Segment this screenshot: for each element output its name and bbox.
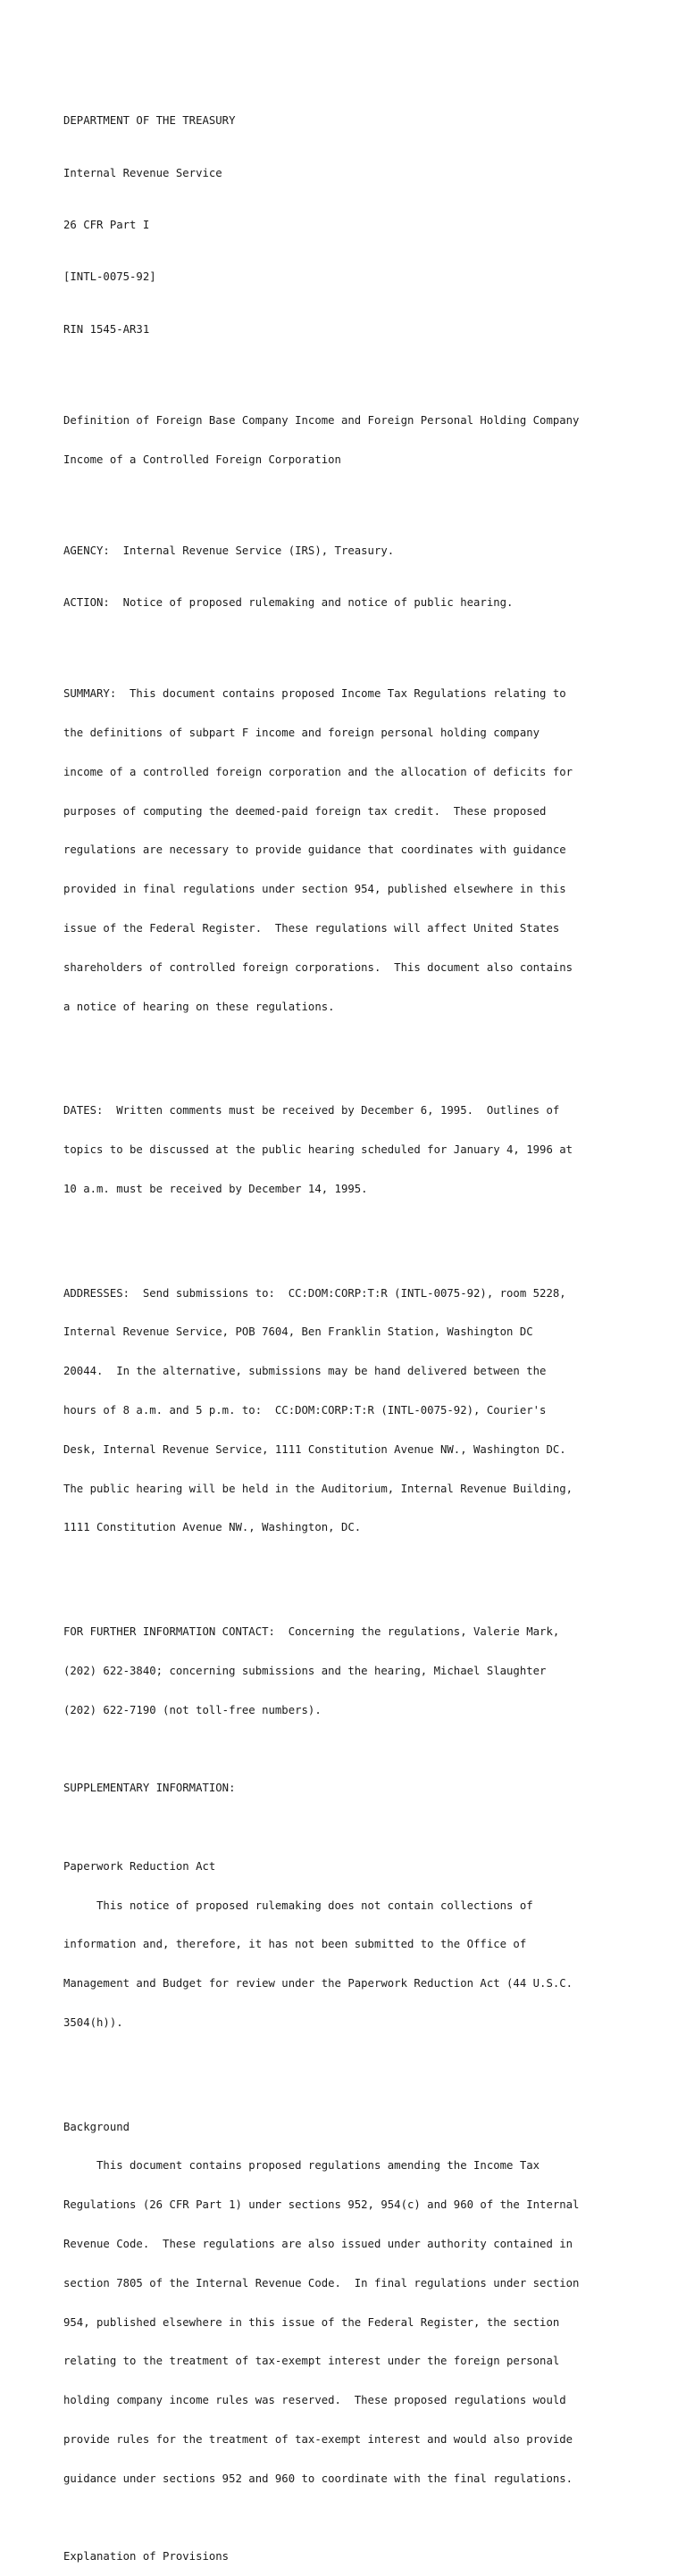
summary-line: purposes of computing the deemed-paid foreign tax credit. These proposed — [63, 804, 547, 818]
paperwork-line: Management and Budget for review under the Paperwork Reduction Act (44 U.S.C. — [63, 1977, 573, 1990]
addresses-line: hours of 8 a.m. and 5 p.m. to: CC:DOM:CORP:T:R (INTL-0075-92), Courier's — [63, 1403, 547, 1417]
explanation-heading: Explanation of Provisions — [63, 2550, 230, 2564]
addresses-line: 1111 Constitution Avenue NW., Washington, DC. — [63, 1521, 362, 1534]
dates-line: 10 a.m. must be received by December 14, 1995. — [63, 1182, 368, 1195]
background-section — [63, 2094, 653, 2511]
background-line: 954, published elsewhere in this issue of the Federal Register, the section — [63, 2315, 560, 2329]
department-heading: DEPARTMENT OF THE TREASURY — [63, 114, 236, 128]
addresses-line: Desk, Internal Revenue Service, 1111 Constitution Avenue NW., Washington DC. — [63, 1442, 566, 1456]
summary-section — [63, 661, 653, 1039]
addresses-section — [63, 1260, 653, 1560]
summary-line: shareholders of controlled foreign corporations. This document also contains — [63, 960, 573, 974]
cfr-part: 26 CFR Part I — [63, 218, 150, 231]
background-line: holding company income rules was reserved. These proposed regulations would — [63, 2394, 566, 2407]
supplementary-heading: SUPPLEMENTARY INFORMATION: — [63, 1782, 236, 1795]
service-heading: Internal Revenue Service — [63, 166, 222, 179]
summary-line: regulations are necessary to provide guidance that coordinates with guidance — [63, 843, 566, 857]
summary-line: issue of the Federal Register. These regulations will affect United States — [63, 922, 560, 935]
contact-line: (202) 622-3840; concerning submissions and the hearing, Michael Slaughter — [63, 1664, 547, 1677]
summary-line: provided in final regulations under section 954, published elsewhere in this — [63, 883, 566, 896]
summary-line: a notice of hearing on these regulations. — [63, 1000, 335, 1013]
dates-line: DATES: Written comments must be received by December 6, 1995. Outlines of — [63, 1104, 560, 1118]
background-line: provide rules for the treatment of tax-exempt interest and would also provide — [63, 2432, 573, 2446]
summary-line: the definitions of subpart F income and foreign personal holding company — [63, 727, 540, 740]
background-line: Revenue Code. These regulations are also issued under authority contained in — [63, 2237, 573, 2250]
action-line: ACTION: Notice of proposed rulemaking and notice of public hearing. — [63, 596, 514, 610]
title-line: Income of a Controlled Foreign Corporation — [63, 453, 341, 466]
contact-line: FOR FURTHER INFORMATION CONTACT: Concerning the regulations, Valerie Mark, — [63, 1625, 560, 1639]
dates-line: topics to be discussed at the public hearing scheduled for January 4, 1996 at — [63, 1143, 573, 1157]
background-line: section 7805 of the Internal Revenue Code. In final regulations under section — [63, 2276, 580, 2289]
addresses-line: 20044. In the alternative, submissions may be hand delivered between the — [63, 1365, 547, 1378]
contact-line: (202) 622-7190 (not toll-free numbers). — [63, 1703, 322, 1716]
addresses-line: The public hearing will be held in the Auditorium, Internal Revenue Building, — [63, 1482, 573, 1495]
paperwork-heading: Paperwork Reduction Act — [63, 1859, 216, 1873]
summary-line: income of a controlled foreign corporation and the allocation of deficits for — [63, 765, 573, 778]
background-line: This document contains proposed regulations amending the Income Tax — [63, 2159, 540, 2173]
background-line: relating to the treatment of tax-exempt interest under the foreign personal — [63, 2355, 560, 2368]
title-line: Definition of Foreign Base Company Income and Foreign Personal Holding Company — [63, 413, 580, 427]
addresses-line: Internal Revenue Service, POB 7604, Ben Franklin Station, Washington DC — [63, 1325, 533, 1339]
background-line: Regulations (26 CFR Part 1) under sections 952, 954(c) and 960 of the Internal — [63, 2198, 580, 2212]
paperwork-line: information and, therefore, it has not been submitted to the Office of — [63, 1938, 527, 1951]
document-page — [63, 88, 653, 2576]
background-heading: Background — [63, 2120, 130, 2133]
contact-section — [63, 1600, 653, 1743]
document-title — [63, 388, 653, 493]
paperwork-line: This notice of proposed rulemaking does not contain collections of — [63, 1899, 533, 1912]
rin-number: RIN 1545-AR31 — [63, 322, 150, 336]
dates-section — [63, 1078, 653, 1222]
addresses-line: ADDRESSES: Send submissions to: CC:DOM:CORP:T:R (INTL-0075-92), room 5228, — [63, 1286, 566, 1300]
background-line: guidance under sections 952 and 960 to coordinate with the final regulations. — [63, 2472, 573, 2485]
docket-number: [INTL-0075-92] — [63, 270, 156, 284]
agency-line: AGENCY: Internal Revenue Service (IRS), Treasury. — [63, 544, 395, 557]
paperwork-section — [63, 1834, 653, 2056]
paperwork-line: 3504(h)). — [63, 2015, 123, 2029]
summary-line: SUMMARY: This document contains proposed Income Tax Regulations relating to — [63, 687, 566, 701]
